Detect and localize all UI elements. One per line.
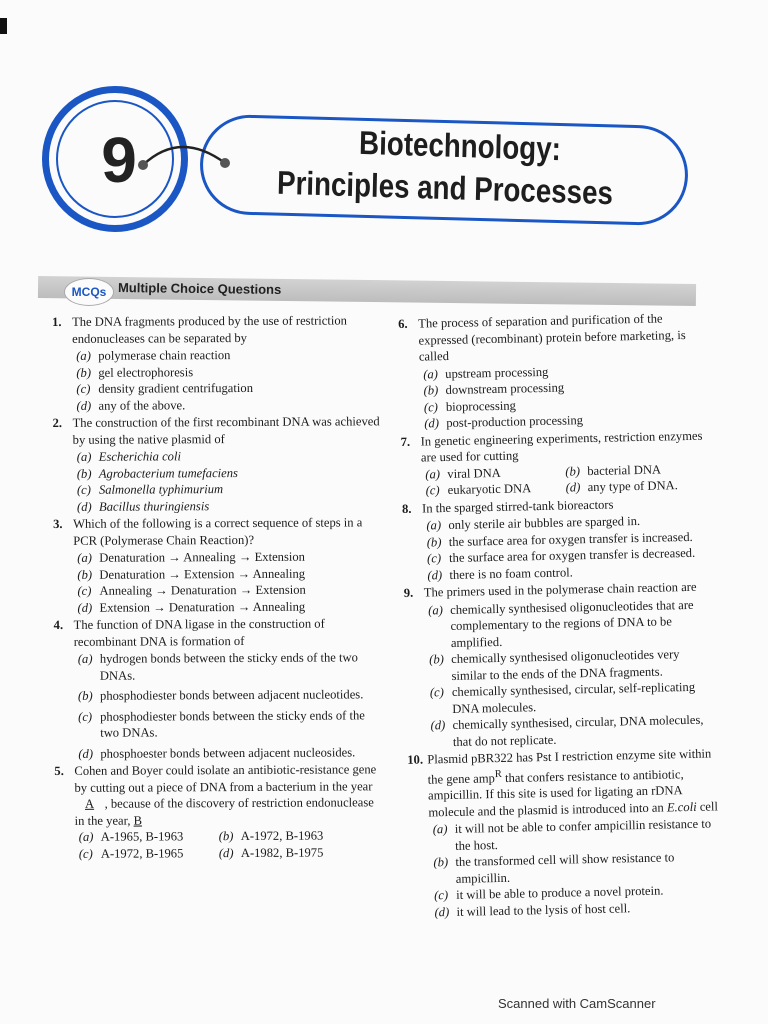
question-text: Cohen and Boyer could isolate an antibiotic-resistance gene by cutting out a piece of DNA from a bacterium in the year A , because of the discovery of restriction endonuclease in the year, B [74,762,377,828]
question-number: 6. [398,316,408,331]
option-mark: (d) [76,398,92,413]
option-mark: (d) [427,567,443,582]
option-mark: (c) [78,846,93,861]
option-mark: (d) [434,904,450,920]
question-text: The construction of the first recombinant DNA was achieved by using the native plasmid of [72,414,380,447]
option-mark: (c) [78,709,93,724]
question-10 [407,745,722,921]
option-mark: (d) [424,416,440,431]
option-text: chemically synthesised, circular, self-replicating DNA molecules. [451,679,696,716]
option-text: Annealing → Denaturation → Extension [99,582,306,598]
question-9 [404,578,719,750]
option-text: the surface area for oxygen transfer is increased. [448,529,693,549]
scanner-watermark: Scanned with CamScanner [498,996,656,1011]
option-mark: (a) [76,449,92,464]
answer-blank-a: A [84,796,95,811]
option-text: Escherichia coli [98,449,181,464]
section-title: Multiple Choice Questions [117,280,282,297]
option-text: phosphodiester bonds between the sticky ends of the two DNAs. [100,707,365,740]
option-text: A-1972, B-1963 [240,828,324,844]
option-mark: (d) [430,718,446,733]
option-text: Denaturation → Annealing → Extension [99,549,305,565]
option-mark: (b) [426,534,442,549]
option-text: only sterile air bubbles are sparged in. [448,513,641,532]
option-text: A-1972, B-1965 [100,845,184,861]
option-mark: (b) [77,567,93,582]
option-mark: (c) [76,381,91,396]
option-text: Extension → Denaturation → Annealing [99,599,306,615]
option-mark: (b) [423,383,439,398]
left-column [52,312,385,863]
option-mark: (d) [218,845,234,860]
question-number: 8. [401,501,412,516]
option-text: chemically synthesised oligonucleotides that are complementary to the regions of DNA to be amplified. [450,597,694,650]
option-mark: (a) [77,550,93,565]
question-text: The DNA fragments produced by the use of restriction endonucleases can be separated by [72,313,347,346]
option-mark: (a) [428,602,443,617]
option-mark: (c) [425,483,440,498]
scan-corner-mark [0,18,7,34]
option-mark: (d) [76,499,92,514]
connector-arc-icon [125,125,245,185]
option-text: the surface area for oxygen transfer is decreased. [448,545,696,565]
option-text: phosphodiester bonds between adjacent nucleotides. [99,687,364,703]
question-text: Which of the following is a correct sequence of steps in a PCR (Polymerase Chain Reaction)? [73,515,363,548]
option-mark: (d) [78,746,94,761]
option-mark: (c) [426,551,442,566]
option-mark: (a) [425,466,441,481]
option-text: phosphoester bonds between adjacent nucleosides. [100,744,356,761]
option-text: downstream processing [445,380,565,398]
option-text: upstream processing [445,364,549,381]
option-text: there is no foam control. [449,564,574,582]
option-text: A-1965, B-1963 [100,829,184,844]
option-mark: (b) [218,829,234,844]
option-text: polymerase chain reaction [98,348,231,363]
option-mark: (a) [432,822,448,837]
option-mark: (b) [76,365,92,380]
question-1 [52,312,383,414]
option-text: the transformed cell will show resistance to ampicillin. [455,850,675,886]
option-text: eukaryotic DNA [447,481,532,497]
question-number: 2. [52,415,63,430]
option-mark: (b) [76,466,92,481]
question-text: In genetic engineering experiments, restriction enzymes are used for cutting [420,428,703,465]
question-text: The function of DNA ligase in the construction of recombinant DNA is formation of [73,616,325,649]
option-text: any of the above. [98,397,186,413]
option-text: post-production processing [446,413,584,431]
question-7 [400,427,713,500]
option-mark: (a) [423,366,439,381]
mcq-badge: MCQs [64,278,114,306]
question-text: The process of separation and purification of the expressed (recombinant) protein before marketing, is called [418,311,686,364]
option-text: Denaturation → Extension → Annealing [99,566,306,582]
chapter-title-line2: Principles and Processes [276,163,614,212]
question-3 [53,514,384,616]
option-mark: (c) [429,685,445,700]
option-mark: (a) [78,829,94,844]
option-text: Agrobacterium tumefaciens [98,465,238,481]
option-text: chemically synthesised oligonucleotides very similar to the ends of the DNA fragments. [451,647,680,683]
option-mark: (b) [77,688,93,703]
option-text: it will be able to produce a novel protein. [455,883,664,903]
option-text: it will lead to the lysis of host cell. [456,900,631,919]
option-mark: (b) [565,463,581,479]
option-text: Salmonella typhimurium [98,482,224,497]
question-6 [398,309,712,432]
option-text: bioprocessing [445,398,517,414]
option-mark: (b) [433,855,449,870]
option-mark: (c) [76,482,91,497]
question-2 [53,413,384,515]
option-text: chemically synthesised, circular, DNA molecules, that do not replicate. [452,712,704,749]
question-number: 10. [407,752,424,767]
option-text: density gradient centrifugation [98,380,254,396]
question-number: 3. [53,516,63,531]
chapter-number: 9 [101,124,137,196]
question-number: 7. [400,434,411,449]
option-mark: (c) [77,583,92,598]
chapter-title-line1: Biotechnology: [358,123,562,168]
option-mark: (a) [76,348,91,363]
question-number: 9. [403,585,414,600]
question-number: 1. [52,314,62,329]
option-mark: (d) [77,600,93,615]
question-text: The primers used in the polymerase chain reaction are [423,579,697,600]
option-text: Bacillus thuringiensis [98,498,210,514]
option-text: any type of DNA. [587,478,679,495]
option-mark: (c) [423,399,439,414]
question-number: 5. [54,763,64,778]
option-text: bacterial DNA [587,462,662,478]
option-text: A-1982, B-1975 [240,845,324,860]
question-5 [54,761,385,862]
question-number: 4. [53,617,64,632]
question-8 [402,494,716,584]
option-text: gel electrophoresis [98,364,194,380]
question-4 [54,615,385,762]
option-text: hydrogen bonds between the sticky ends of the two DNAs. [99,650,358,683]
option-mark: (c) [433,888,449,903]
option-mark: (a) [77,651,93,666]
option-mark: (b) [429,652,445,667]
option-mark: (d) [565,480,581,495]
answer-blank-b: B [133,813,143,828]
question-text: In the sparged stirred-tank bioreactors [421,497,614,516]
option-text: it will not be able to confer ampicillin resistance to the host. [454,816,712,853]
option-text: viral DNA [447,465,501,481]
option-mark: (a) [426,518,442,533]
right-column [398,309,723,922]
question-text: Plasmid pBR322 has Pst I restriction enzyme site within the gene amp$^R$ that confers resistance to antibiotic, ampicillin. If this site is used for ligating an rDNA molecule and the plasmid is introduced into an E.coli cell [427,746,719,820]
